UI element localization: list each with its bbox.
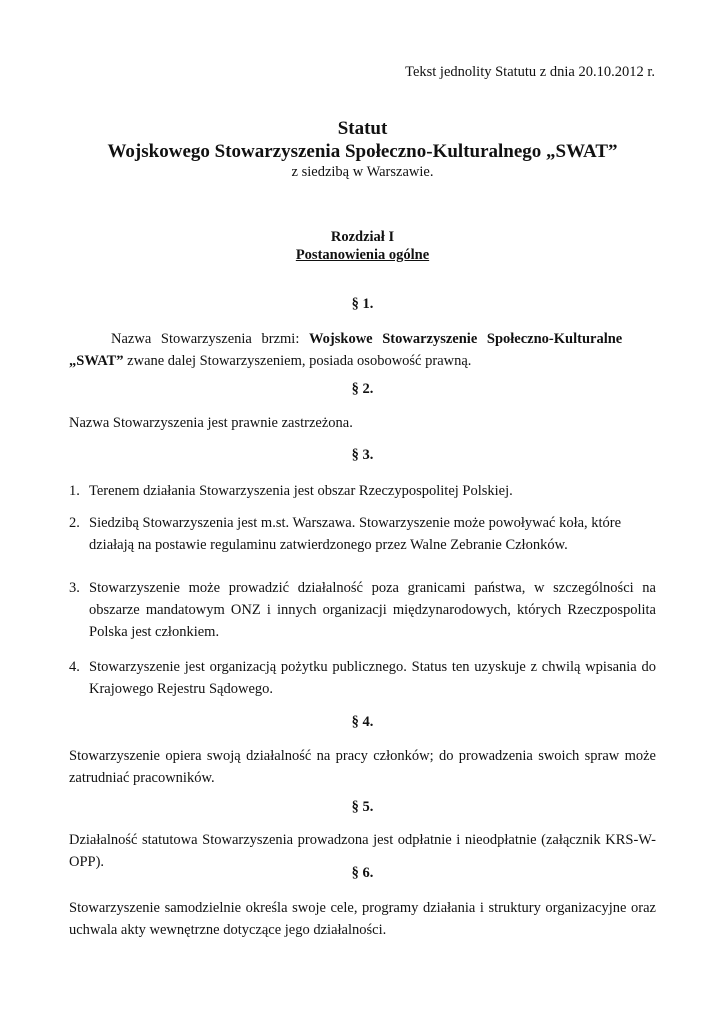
chapter-name: Postanowienia ogólne xyxy=(295,247,430,263)
list-item xyxy=(69,577,656,643)
section-4-heading: § 4. xyxy=(351,714,374,730)
section-1-text xyxy=(69,328,656,372)
list-item-text: Stowarzyszenie jest organizacją pożytku publicznego. Status ten uzyskuje z chwilą wpisania do Krajowego Rejestru Sądowego. xyxy=(89,659,656,697)
section-6-text: Stowarzyszenie samodzielnie określa swoje cele, programy działania i struktury organizacyjne oraz uchwala akty wewnętrzne dotyczące jego działalności. xyxy=(69,900,656,938)
list-item xyxy=(69,656,656,700)
association-short-name: „SWAT” xyxy=(69,353,124,369)
list-item-text: Stowarzyszenie może prowadzić działalność poza granicami państwa, w szczególności na obszarze mandatowym ONZ i innych organizacji międzynarodowych, których Rzeczpospolita Polska jest członkiem. xyxy=(89,580,656,640)
seat-line: z siedzibą w Warszawie. xyxy=(291,164,434,180)
association-name-bold: Wojskowe Stowarzyszenie Społeczno-Kulturalne xyxy=(308,331,623,347)
association-name-title: Wojskowego Stowarzyszenia Społeczno-Kulturalnego „SWAT” xyxy=(107,141,618,162)
section-3-heading: § 3. xyxy=(351,447,374,463)
document-title: Statut xyxy=(337,118,388,139)
list-item-number: 4. xyxy=(69,659,80,675)
section-5-text: Działalność statutowa Stowarzyszenia prowadzona jest odpłatnie i nieodpłatnie (załącznik KRS-W-OPP). xyxy=(69,832,656,870)
list-item-number: 2. xyxy=(69,515,80,531)
section-2-heading: § 2. xyxy=(351,381,374,397)
list-item-text: Siedzibą Stowarzyszenia jest m.st. Warszawa. Stowarzyszenie może powoływać koła, które działają na postawie regulaminu zatwierdzonego przez Walne Zebranie Członków. xyxy=(89,515,622,553)
section-4-text: Stowarzyszenie opiera swoją działalność na pracy członków; do prowadzenia swoich spraw może zatrudniać pracowników. xyxy=(69,748,656,786)
list-item-text: Terenem działania Stowarzyszenia jest obszar Rzeczypospolitej Polskiej. xyxy=(89,483,513,499)
list-item xyxy=(69,512,656,556)
section-1-heading: § 1. xyxy=(351,296,374,312)
section-5-heading: § 5. xyxy=(351,799,374,815)
section-6-heading: § 6. xyxy=(351,865,374,881)
section-1-rest: zwane dalej Stowarzyszeniem, posiada osobowość prawną. xyxy=(123,353,472,369)
chapter-number: Rozdział I xyxy=(330,229,395,245)
section-2-text: Nazwa Stowarzyszenia jest prawnie zastrzeżona. xyxy=(69,415,353,431)
document-date-line: Tekst jednolity Statutu z dnia 20.10.2012 r. xyxy=(405,64,655,80)
section-1-intro: Nazwa Stowarzyszenia brzmi: xyxy=(111,331,309,347)
list-item-number: 1. xyxy=(69,483,80,499)
list-item-number: 3. xyxy=(69,580,80,596)
list-item xyxy=(69,480,656,502)
